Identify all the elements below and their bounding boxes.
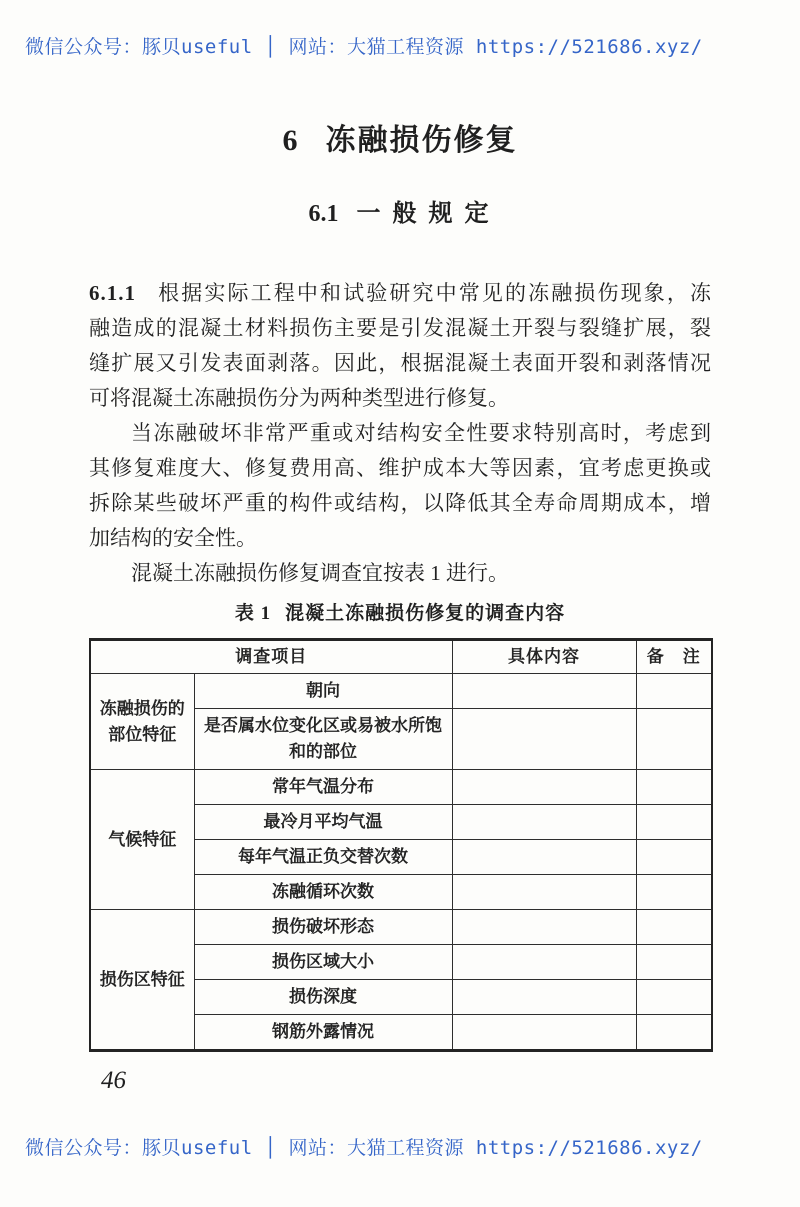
item-cell: 损伤破坏形态 (194, 910, 452, 945)
remark-cell (636, 674, 712, 709)
section-heading (89, 202, 711, 226)
item-cell: 损伤深度 (194, 980, 452, 1015)
col-header-survey-item: 调查项目 (90, 640, 452, 674)
detail-cell (452, 840, 636, 875)
body-line: 拆除某些破坏严重的构件或结构，以降低其全寿命周期成本，增 (89, 491, 711, 515)
item-cell: 最冷月平均气温 (194, 805, 452, 840)
remark-cell (636, 945, 712, 980)
page-number: 46 (101, 1067, 126, 1094)
watermark-top: 微信公众号：豚贝useful │ 网站：大猫工程资源 https://521686.xyz/ (25, 36, 703, 58)
clause-6-1-1 (89, 276, 711, 591)
body-line: 混凝土冻融损伤修复调查宜按表 1 进行。 (131, 561, 509, 585)
chapter-title: 冻融损伤修复 (325, 124, 518, 157)
item-cell: 常年气温分布 (194, 770, 452, 805)
item-cell: 朝向 (194, 674, 452, 709)
remark-cell (636, 910, 712, 945)
chapter-number: 6 (282, 124, 298, 157)
body-line: 缝扩展又引发表面剥落。因此，根据混凝土表面开裂和剥落情况 (89, 351, 711, 375)
chapter-heading (89, 124, 711, 158)
body-line (89, 276, 711, 311)
page-content (89, 0, 711, 1094)
body-line-text: 根据实际工程中和试验研究中常见的冻融损伤现象，冻 (156, 281, 711, 305)
category-cell: 损伤区特征 (90, 910, 194, 1051)
detail-cell (452, 805, 636, 840)
remark-cell (636, 1015, 712, 1051)
remark-cell (636, 709, 712, 770)
detail-cell (452, 980, 636, 1015)
section-title: 一 般 规 定 (356, 201, 492, 227)
body-line: 加结构的安全性。 (89, 526, 257, 550)
remark-cell (636, 805, 712, 840)
clause-number: 6.1.1 (89, 281, 136, 305)
col-header-detail: 具体内容 (452, 640, 636, 674)
item-cell: 每年气温正负交替次数 (194, 840, 452, 875)
table-caption (89, 603, 711, 625)
body-line: 其修复难度大、修复费用高、维护成本大等因素，宜考虑更换或 (89, 456, 711, 480)
detail-cell (452, 945, 636, 980)
table-row (90, 674, 712, 709)
detail-cell (452, 875, 636, 910)
survey-table (89, 638, 713, 1052)
item-cell: 损伤区域大小 (194, 945, 452, 980)
item-cell: 冻融循环次数 (194, 875, 452, 910)
remark-cell (636, 875, 712, 910)
item-cell: 钢筋外露情况 (194, 1015, 452, 1051)
remark-cell (636, 770, 712, 805)
remark-cell (636, 840, 712, 875)
table-header-row (90, 640, 712, 674)
table-row (90, 770, 712, 805)
detail-cell (452, 709, 636, 770)
body-line: 当冻融破坏非常严重或对结构安全性要求特别高时，考虑到 (131, 421, 711, 445)
col-header-remark: 备 注 (636, 640, 712, 674)
detail-cell (452, 674, 636, 709)
detail-cell (452, 910, 636, 945)
table-caption-label: 表 1 (234, 603, 272, 624)
table-caption-title: 混凝土冻融损伤修复的调查内容 (285, 603, 566, 624)
remark-cell (636, 980, 712, 1015)
detail-cell (452, 1015, 636, 1051)
item-cell: 是否属水位变化区或易被水所饱和的部位 (194, 709, 452, 770)
body-line: 可将混凝土冻融损伤分为两种类型进行修复。 (89, 386, 509, 410)
detail-cell (452, 770, 636, 805)
table-row (90, 910, 712, 945)
section-number: 6.1 (308, 201, 339, 227)
category-cell: 气候特征 (90, 770, 194, 910)
watermark-bottom: 微信公众号：豚贝useful │ 网站：大猫工程资源 https://521686.xyz/ (25, 1137, 703, 1159)
body-line: 融造成的混凝土材料损伤主要是引发混凝土开裂与裂缝扩展，裂 (89, 316, 711, 340)
category-cell: 冻融损伤的部位特征 (90, 674, 194, 770)
